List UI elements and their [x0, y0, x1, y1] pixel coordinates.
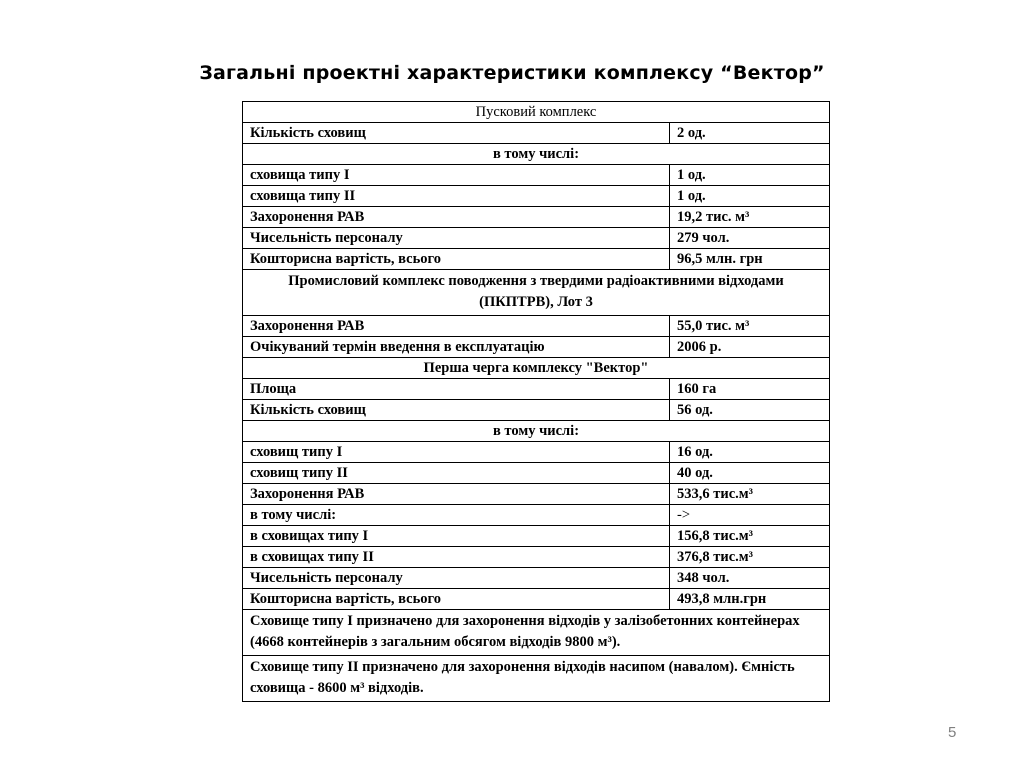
type-one-storage-note: Сховище типу I призначено для захоронення відходів у залізобетонних контейнерах (4668 контейнерів з загальним обсягом відходів 9800 м³). — [243, 610, 830, 656]
table-row — [243, 505, 830, 526]
row-value: 348 чол. — [670, 568, 830, 589]
table-row — [243, 165, 830, 186]
row-value: 96,5 млн. грн — [670, 249, 830, 270]
row-label: Очікуваний термін введення в експлуатацію — [243, 337, 670, 358]
row-label: Захоронення РАВ — [243, 207, 670, 228]
table-row — [243, 270, 830, 316]
row-label: сховищ типу I — [243, 442, 670, 463]
row-label: Захоронення РАВ — [243, 316, 670, 337]
row-value: -> — [670, 505, 830, 526]
row-label: Чисельність персоналу — [243, 568, 670, 589]
table-row — [243, 379, 830, 400]
table-row — [243, 249, 830, 270]
table-row — [243, 358, 830, 379]
table-row — [243, 526, 830, 547]
table-row — [243, 228, 830, 249]
row-value: 2006 р. — [670, 337, 830, 358]
slide-title: Загальні проектні характеристики комплексу “Вектор” — [199, 62, 825, 84]
including-subheader: в тому числі: — [243, 421, 830, 442]
table-row — [243, 463, 830, 484]
row-label: Площа — [243, 379, 670, 400]
type-two-storage-note: Сховище типу II призначено для захоронення відходів насипом (навалом). Ємність сховища - 8600 м³ відходів. — [243, 656, 830, 702]
row-value: 2 од. — [670, 123, 830, 144]
page-number: 5 — [948, 724, 957, 741]
row-label: сховища типу II — [243, 186, 670, 207]
table-row — [243, 484, 830, 505]
row-value: 533,6 тис.м³ — [670, 484, 830, 505]
row-value: 156,8 тис.м³ — [670, 526, 830, 547]
table-row — [243, 207, 830, 228]
row-value: 19,2 тис. м³ — [670, 207, 830, 228]
table-row — [243, 547, 830, 568]
row-value: 376,8 тис.м³ — [670, 547, 830, 568]
table-row — [243, 144, 830, 165]
table-row — [243, 186, 830, 207]
row-label: Кількість сховищ — [243, 123, 670, 144]
row-label: в тому числі: — [243, 505, 670, 526]
table-row — [243, 123, 830, 144]
table-row — [243, 337, 830, 358]
characteristics-table — [242, 101, 830, 702]
row-label: Кошторисна вартість, всього — [243, 249, 670, 270]
row-label: Захоронення РАВ — [243, 484, 670, 505]
row-value: 160 га — [670, 379, 830, 400]
table-row — [243, 656, 830, 702]
row-value: 56 од. — [670, 400, 830, 421]
table-row — [243, 102, 830, 123]
table-row — [243, 316, 830, 337]
table-row — [243, 442, 830, 463]
including-subheader: в тому числі: — [243, 144, 830, 165]
launch-complex-header: Пусковий комплекс — [243, 102, 830, 123]
table-row — [243, 610, 830, 656]
row-value: 55,0 тис. м³ — [670, 316, 830, 337]
row-value: 40 од. — [670, 463, 830, 484]
table-row — [243, 400, 830, 421]
row-value: 493,8 млн.грн — [670, 589, 830, 610]
row-value: 279 чол. — [670, 228, 830, 249]
row-label: в сховищах типу II — [243, 547, 670, 568]
row-label: Кількість сховищ — [243, 400, 670, 421]
row-value: 1 од. — [670, 165, 830, 186]
row-value: 1 од. — [670, 186, 830, 207]
row-value: 16 од. — [670, 442, 830, 463]
table-row — [243, 589, 830, 610]
row-label: сховищ типу II — [243, 463, 670, 484]
table-row — [243, 421, 830, 442]
industrial-complex-header: Промисловий комплекс поводження з твердими радіоактивними відходами (ПКПТРВ), Лот 3 — [243, 270, 830, 316]
table-row — [243, 568, 830, 589]
row-label: Чисельність персоналу — [243, 228, 670, 249]
row-label: Кошторисна вартість, всього — [243, 589, 670, 610]
row-label: в сховищах типу I — [243, 526, 670, 547]
row-label: сховища типу I — [243, 165, 670, 186]
first-stage-header: Перша черга комплексу "Вектор" — [243, 358, 830, 379]
